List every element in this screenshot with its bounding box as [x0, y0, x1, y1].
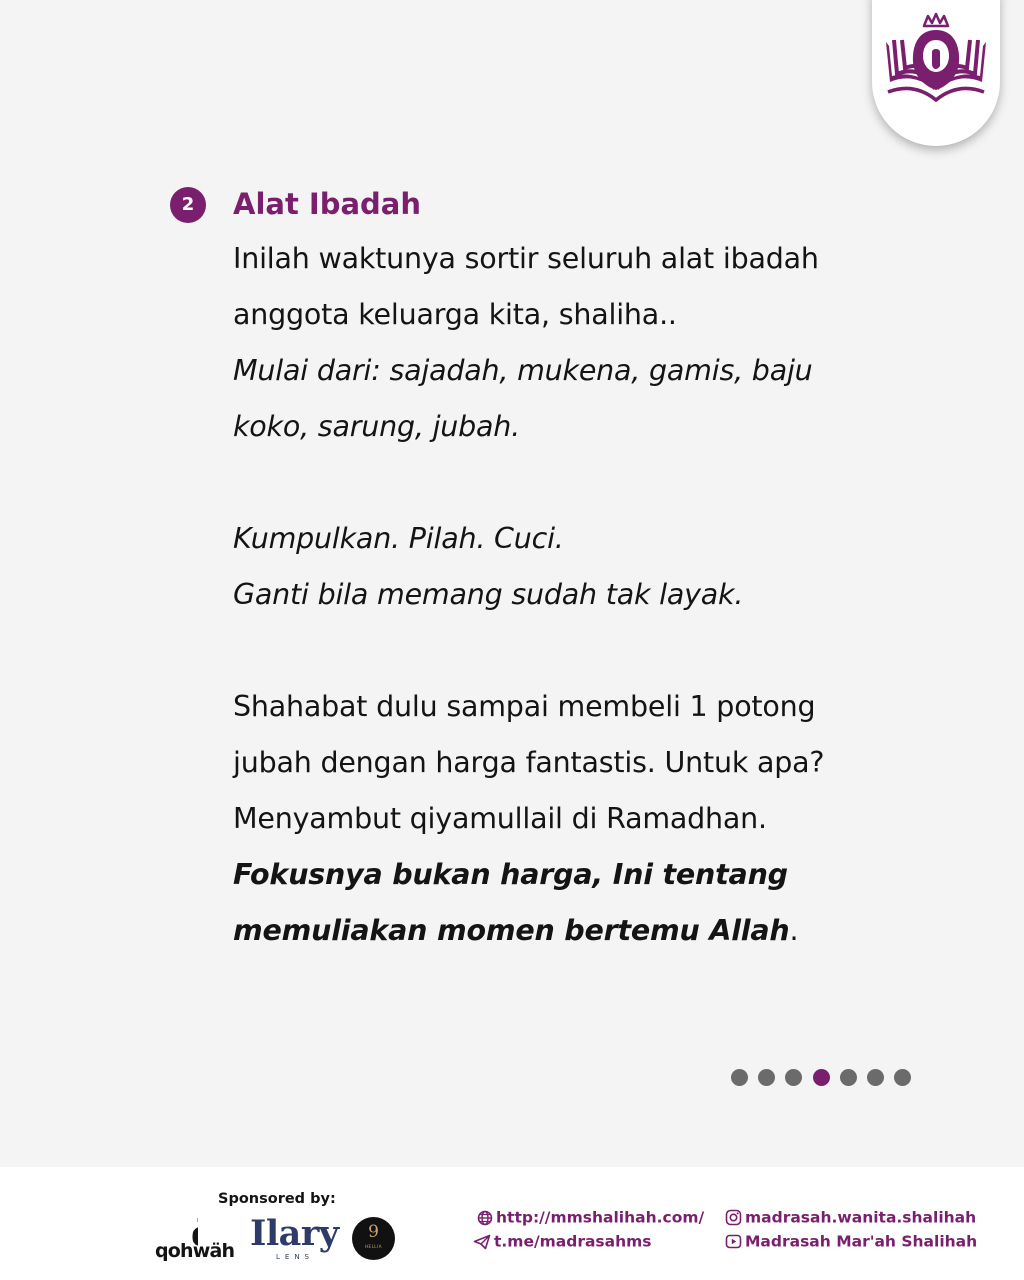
body-line-8: jubah dengan harga fantastis. Untuk apa?	[233, 746, 825, 779]
body-line-7: Shahabat dulu sampai membeli 1 potong	[233, 690, 816, 723]
body-line-5-italic: Kumpulkan. Pilah. Cuci.	[233, 522, 564, 555]
madrasah-logo-tab	[872, 0, 1000, 146]
sponsor-circle-mark: 9	[368, 1222, 379, 1242]
website-link[interactable]	[477, 1207, 704, 1227]
body-line-2: anggota keluarga kita, shaliha..	[233, 298, 677, 331]
ilary-logo-wordmark: Ilary	[250, 1213, 339, 1254]
globe-icon	[477, 1210, 493, 1226]
section-number-badge: 2	[170, 187, 206, 223]
body-line-11-period: .	[789, 914, 799, 947]
footer-bar	[0, 1167, 1024, 1280]
madrasah-logo-icon	[880, 12, 992, 112]
page-dot-6[interactable]	[867, 1069, 884, 1086]
youtube-channel: Madrasah Mar'ah Shalihah	[745, 1232, 978, 1251]
qohwah-label: qohwäh	[155, 1240, 235, 1262]
instagram-link[interactable]	[725, 1207, 976, 1227]
body-line-3-italic: Mulai dari: sajadah, mukena, gamis, baju	[233, 354, 813, 387]
body-line-4-italic: koko, sarung, jubah.	[233, 410, 521, 443]
body-line-1: Inilah waktunya sortir seluruh alat ibadah	[233, 242, 819, 275]
body-line-9: Menyambut qiyamullail di Ramadhan.	[233, 802, 767, 835]
body-line-6-italic: Ganti bila memang sudah tak layak.	[233, 578, 744, 611]
telegram-link[interactable]	[473, 1231, 652, 1251]
page-dot-1[interactable]	[731, 1069, 748, 1086]
sponsor-circle-name: HELLIA	[365, 1244, 382, 1249]
telegram-url: t.me/madrasahms	[494, 1232, 652, 1251]
section-title: Alat Ibadah	[233, 187, 422, 221]
instagram-icon	[725, 1209, 742, 1226]
website-url: http://mmshalihah.com/	[496, 1208, 705, 1227]
youtube-link[interactable]	[725, 1231, 977, 1251]
page-dot-3[interactable]	[785, 1069, 802, 1086]
page-dot-5[interactable]	[840, 1069, 857, 1086]
sponsor-circle-logo	[352, 1217, 395, 1260]
body-line-11	[233, 909, 798, 953]
page-dot-4-active[interactable]	[813, 1069, 830, 1086]
body-line-10-emphasis: Fokusnya bukan harga, Ini tentang	[233, 858, 788, 891]
page-dot-2[interactable]	[758, 1069, 775, 1086]
instagram-handle: madrasah.wanita.shalihah	[745, 1208, 977, 1227]
telegram-icon	[473, 1234, 491, 1250]
page-dot-7[interactable]	[894, 1069, 911, 1086]
body-line-11-emphasis: memuliakan momen bertemu Allah	[233, 914, 790, 947]
youtube-icon	[725, 1234, 742, 1249]
ilary-logo-subtitle: LENS	[276, 1253, 315, 1261]
sponsored-label: Sponsored by:	[218, 1191, 336, 1207]
